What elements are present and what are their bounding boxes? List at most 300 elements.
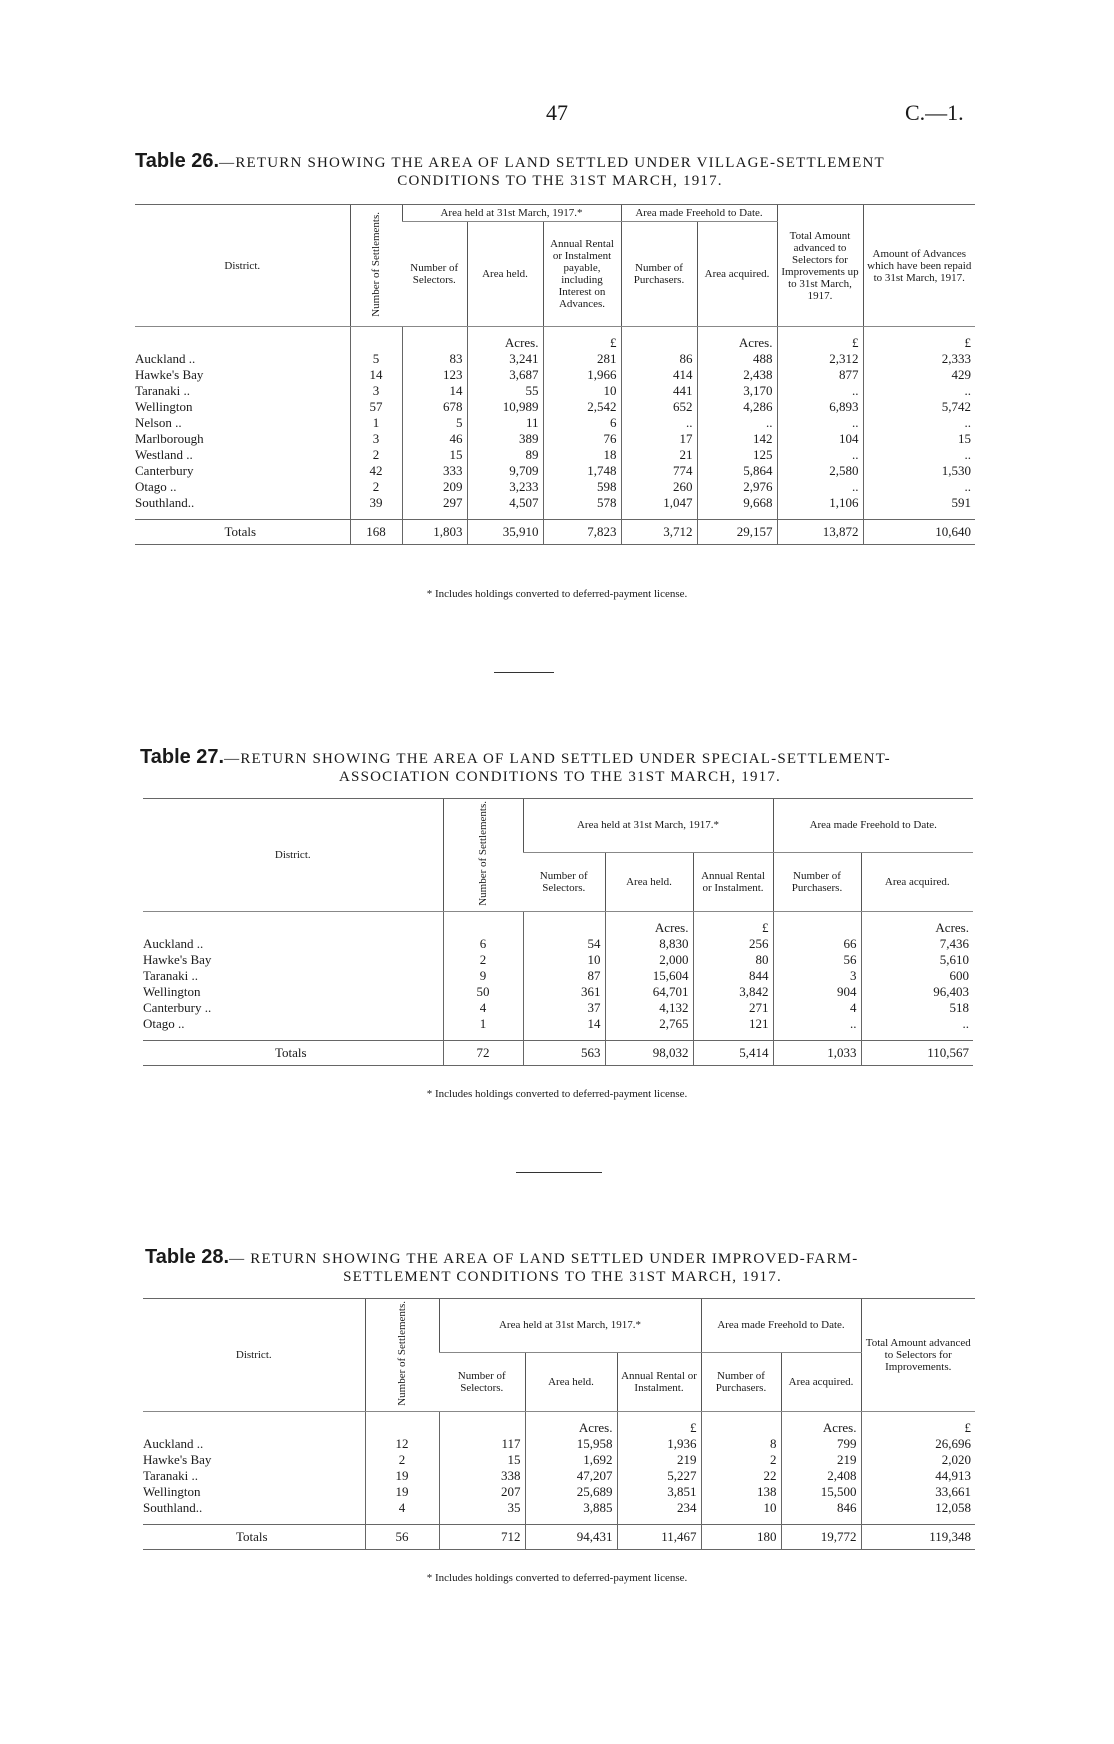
table-26-label: Table 26. (135, 150, 220, 172)
table-row (135, 431, 975, 447)
data-cell: 207 (439, 1484, 525, 1500)
total-cell: 712 (439, 1524, 525, 1549)
data-cell: .. (777, 447, 863, 463)
data-cell: 338 (439, 1468, 525, 1484)
table-row (143, 1500, 975, 1516)
table-row (135, 383, 975, 399)
data-cell: 4 (443, 1000, 523, 1016)
spacer-row (143, 1516, 975, 1525)
unit-cell: £ (861, 1411, 975, 1436)
col-area-held: Area held. (525, 1352, 617, 1411)
data-cell: 64,701 (605, 984, 693, 1000)
table-row (135, 399, 975, 415)
unit-cell: £ (617, 1411, 701, 1436)
unit-cell: Acres. (781, 1411, 861, 1436)
data-cell: 46 (402, 431, 467, 447)
unit-cell: Acres. (697, 327, 777, 352)
data-cell: 1,692 (525, 1452, 617, 1468)
district-name: Southland.. (135, 495, 195, 510)
data-cell: 904 (773, 984, 861, 1000)
col-group-freehold: Area made Freehold to Date. (701, 1299, 861, 1353)
unit-cell (523, 911, 605, 936)
table-28-title (145, 1248, 980, 1286)
unit-cell: Acres. (605, 911, 693, 936)
data-cell: 2 (443, 952, 523, 968)
data-cell: 1 (350, 415, 402, 431)
col-district: District. (143, 1299, 365, 1412)
table-row (143, 1452, 975, 1468)
data-cell: 15,500 (781, 1484, 861, 1500)
district-name: Otago .. (135, 479, 177, 494)
data-cell: 281 (543, 351, 621, 367)
data-cell: 2 (350, 447, 402, 463)
data-cell: 5,742 (863, 399, 975, 415)
data-cell: 8 (701, 1436, 781, 1452)
units-row (143, 911, 973, 936)
district-name: Taranaki .. (135, 383, 191, 398)
unit-cell (701, 1411, 781, 1436)
table-26-title-line1: —RETURN SHOWING THE AREA OF LAND SETTLED UNDER VILLAGE-SETTLEMENT (219, 155, 885, 171)
data-cell: 18 (543, 447, 621, 463)
district-name: Canterbury .. (143, 999, 212, 1015)
total-cell: 10,640 (863, 520, 975, 545)
table-26-title-line2: CONDITIONS TO THE 31ST MARCH, 1917. (397, 173, 723, 189)
data-cell: 11 (467, 415, 543, 431)
table-row (143, 1436, 975, 1452)
data-cell: 104 (777, 431, 863, 447)
district-name: Taranaki .. (143, 1467, 199, 1483)
data-cell: 678 (402, 399, 467, 415)
data-cell: .. (863, 479, 975, 495)
data-cell: 5,610 (861, 952, 973, 968)
total-cell: 98,032 (605, 1040, 693, 1065)
unit-cell (443, 911, 523, 936)
unit-cell (143, 911, 443, 936)
data-cell: 389 (467, 431, 543, 447)
data-cell: 2 (350, 479, 402, 495)
total-cell: 1,033 (773, 1040, 861, 1065)
table-row (135, 415, 975, 431)
data-cell: 44,913 (861, 1468, 975, 1484)
table-26-title (135, 152, 985, 190)
data-cell: 19 (365, 1484, 439, 1500)
data-cell: 3,170 (697, 383, 777, 399)
total-cell: 11,467 (617, 1524, 701, 1549)
data-cell: 3 (350, 383, 402, 399)
district-name: Hawke's Bay (143, 1451, 212, 1467)
table-row (143, 1484, 975, 1500)
total-cell: 563 (523, 1040, 605, 1065)
table-27-title (140, 748, 980, 786)
totals-label: Totals (135, 520, 350, 545)
data-cell: 3,241 (467, 351, 543, 367)
col-settlements: Number of Settlements. (350, 205, 402, 327)
data-cell: .. (863, 415, 975, 431)
data-cell: 877 (777, 367, 863, 383)
data-cell: 12,058 (861, 1500, 975, 1516)
data-cell: 1,748 (543, 463, 621, 479)
data-cell: 2,000 (605, 952, 693, 968)
unit-cell (143, 1411, 365, 1436)
data-cell: 2,580 (777, 463, 863, 479)
data-cell: 25,689 (525, 1484, 617, 1500)
district-name: Westland .. (135, 447, 193, 462)
total-cell: 13,872 (777, 520, 863, 545)
spacer-row (135, 511, 975, 520)
total-cell: 72 (443, 1040, 523, 1065)
data-cell: 2 (365, 1452, 439, 1468)
col-district: District. (135, 205, 350, 327)
data-cell: 50 (443, 984, 523, 1000)
data-cell: 9 (443, 968, 523, 984)
data-cell: 14 (523, 1016, 605, 1032)
total-cell: 110,567 (861, 1040, 973, 1065)
data-cell: 652 (621, 399, 697, 415)
data-cell: 219 (617, 1452, 701, 1468)
district-name: Auckland .. (143, 935, 204, 951)
col-rental: Annual Rental or Instalment. (693, 852, 773, 911)
data-cell: 26,696 (861, 1436, 975, 1452)
unit-cell (439, 1411, 525, 1436)
data-cell: 844 (693, 968, 773, 984)
col-purchasers: Number of Purchasers. (773, 852, 861, 911)
unit-cell: £ (543, 327, 621, 352)
data-cell: 2,438 (697, 367, 777, 383)
data-cell: 1,047 (621, 495, 697, 511)
col-acquired: Area acquired. (697, 222, 777, 327)
data-cell: 15,604 (605, 968, 693, 984)
col-settlements: Number of Settlements. (443, 799, 523, 912)
data-cell: 42 (350, 463, 402, 479)
unit-cell (773, 911, 861, 936)
table-row (143, 1468, 975, 1484)
data-cell: 5 (350, 351, 402, 367)
data-cell: 4,132 (605, 1000, 693, 1016)
data-cell: 3,851 (617, 1484, 701, 1500)
data-cell: 2,408 (781, 1468, 861, 1484)
table-row (143, 984, 973, 1000)
district-name: Hawke's Bay (135, 367, 204, 382)
data-cell: 15 (402, 447, 467, 463)
data-cell: 87 (523, 968, 605, 984)
data-cell: 1,106 (777, 495, 863, 511)
data-cell: 600 (861, 968, 973, 984)
data-cell: 488 (697, 351, 777, 367)
unit-cell (350, 327, 402, 352)
district-name: Southland.. (143, 1499, 203, 1515)
table-28 (143, 1298, 975, 1550)
data-cell: 2,020 (861, 1452, 975, 1468)
data-cell: 846 (781, 1500, 861, 1516)
col-total-advanced: Total Amount advanced to Selectors for Improvements up to 31st March, 1917. (777, 205, 863, 327)
district-name: Nelson .. (135, 415, 182, 430)
total-cell: 7,823 (543, 520, 621, 545)
total-cell: 19,772 (781, 1524, 861, 1549)
data-cell: 56 (773, 952, 861, 968)
data-cell: 86 (621, 351, 697, 367)
district-name: Wellington (143, 983, 201, 999)
data-cell: 591 (863, 495, 975, 511)
spacer-row (143, 1032, 973, 1041)
data-cell: 219 (781, 1452, 861, 1468)
data-cell: 2,542 (543, 399, 621, 415)
table-row (135, 495, 975, 511)
district-name: Canterbury (135, 463, 194, 478)
district-name: Auckland .. (135, 351, 196, 366)
table-27-label: Table 27. (140, 746, 225, 768)
data-cell: 260 (621, 479, 697, 495)
data-cell: 3,842 (693, 984, 773, 1000)
data-cell: 2 (701, 1452, 781, 1468)
col-area-held: Area held. (467, 222, 543, 327)
table-26-footnote: * Includes holdings converted to deferred-payment license. (426, 588, 688, 600)
table-row (135, 447, 975, 463)
col-purchasers: Number of Purchasers. (621, 222, 697, 327)
data-cell: 8,830 (605, 936, 693, 952)
section-divider (494, 672, 554, 673)
page-number: 47 (546, 100, 568, 125)
district-name: Otago .. (143, 1015, 185, 1031)
data-cell: .. (863, 383, 975, 399)
totals-row (143, 1524, 975, 1549)
data-cell: 14 (402, 383, 467, 399)
totals-row (135, 520, 975, 545)
data-cell: 15 (439, 1452, 525, 1468)
total-cell: 5,414 (693, 1040, 773, 1065)
data-cell: 6 (543, 415, 621, 431)
col-district: District. (143, 799, 443, 912)
district-name: Taranaki .. (143, 967, 199, 983)
district-name: Auckland .. (143, 1435, 204, 1451)
data-cell: 3,687 (467, 367, 543, 383)
data-cell: 4,286 (697, 399, 777, 415)
table-28-title-line1: — RETURN SHOWING THE AREA OF LAND SETTLED UNDER IMPROVED-FARM- (229, 1251, 859, 1267)
data-cell: 17 (621, 431, 697, 447)
col-group-area-held: Area held at 31st March, 1917.* (402, 205, 621, 222)
units-row (135, 327, 975, 352)
data-cell: 3 (350, 431, 402, 447)
table-row (143, 1000, 973, 1016)
district-name: Hawke's Bay (143, 951, 212, 967)
total-cell: 180 (701, 1524, 781, 1549)
data-cell: 76 (543, 431, 621, 447)
data-cell: 5,227 (617, 1468, 701, 1484)
data-cell: 138 (701, 1484, 781, 1500)
data-cell: 333 (402, 463, 467, 479)
data-cell: 1,936 (617, 1436, 701, 1452)
unit-cell (135, 327, 350, 352)
data-cell: 518 (861, 1000, 973, 1016)
data-cell: 1,966 (543, 367, 621, 383)
data-cell: 361 (523, 984, 605, 1000)
col-selectors: Number of Selectors. (439, 1352, 525, 1411)
table-row (143, 936, 973, 952)
data-cell: 441 (621, 383, 697, 399)
data-cell: 799 (781, 1436, 861, 1452)
data-cell: 3,885 (525, 1500, 617, 1516)
page-code: C.—1. (905, 100, 964, 125)
unit-cell: £ (863, 327, 975, 352)
table-26 (135, 204, 975, 545)
col-selectors: Number of Selectors. (523, 852, 605, 911)
table-27-title-line2: ASSOCIATION CONDITIONS TO THE 31ST MARCH, 1917. (339, 769, 781, 785)
data-cell: 89 (467, 447, 543, 463)
table-28-title-line2: SETTLEMENT CONDITIONS TO THE 31ST MARCH, 1917. (343, 1269, 782, 1285)
data-cell: 66 (773, 936, 861, 952)
table-row (135, 463, 975, 479)
section-divider (516, 1172, 602, 1173)
table-27 (143, 798, 973, 1066)
data-cell: 35 (439, 1500, 525, 1516)
data-cell: 234 (617, 1500, 701, 1516)
total-cell: 168 (350, 520, 402, 545)
data-cell: .. (777, 415, 863, 431)
data-cell: 37 (523, 1000, 605, 1016)
table-row (135, 479, 975, 495)
col-acquired: Area acquired. (781, 1352, 861, 1411)
table-row (135, 351, 975, 367)
col-selectors: Number of Selectors. (402, 222, 467, 327)
table-row (143, 952, 973, 968)
total-cell: 56 (365, 1524, 439, 1549)
data-cell: .. (861, 1016, 973, 1032)
total-cell: 29,157 (697, 520, 777, 545)
data-cell: 209 (402, 479, 467, 495)
col-settlements: Number of Settlements. (365, 1299, 439, 1412)
unit-cell: £ (693, 911, 773, 936)
table-row (143, 1016, 973, 1032)
data-cell: 414 (621, 367, 697, 383)
data-cell: 2,765 (605, 1016, 693, 1032)
data-cell: 9,668 (697, 495, 777, 511)
data-cell: 80 (693, 952, 773, 968)
data-cell: 47,207 (525, 1468, 617, 1484)
data-cell: 125 (697, 447, 777, 463)
data-cell: 10 (701, 1500, 781, 1516)
data-cell: 117 (439, 1436, 525, 1452)
data-cell: .. (773, 1016, 861, 1032)
table-28-label: Table 28. (145, 1246, 230, 1268)
data-cell: 6,893 (777, 399, 863, 415)
totals-label: Totals (143, 1040, 443, 1065)
total-cell: 3,712 (621, 520, 697, 545)
data-cell: 256 (693, 936, 773, 952)
col-rental: Annual Rental or Instalment payable, including Interest on Advances. (543, 222, 621, 327)
unit-cell: Acres. (861, 911, 973, 936)
data-cell: 3,233 (467, 479, 543, 495)
table-27-footnote: * Includes holdings converted to deferred-payment license. (426, 1088, 688, 1100)
col-rental: Annual Rental or Instalment. (617, 1352, 701, 1411)
data-cell: 123 (402, 367, 467, 383)
data-cell: 14 (350, 367, 402, 383)
district-name: Marlborough (135, 431, 204, 446)
data-cell: 4 (365, 1500, 439, 1516)
data-cell: 12 (365, 1436, 439, 1452)
data-cell: 55 (467, 383, 543, 399)
data-cell: 297 (402, 495, 467, 511)
table-row (143, 968, 973, 984)
data-cell: 39 (350, 495, 402, 511)
data-cell: .. (863, 447, 975, 463)
unit-cell (365, 1411, 439, 1436)
col-group-freehold: Area made Freehold to Date. (621, 205, 777, 222)
data-cell: 1 (443, 1016, 523, 1032)
data-cell: 5,864 (697, 463, 777, 479)
district-name: Wellington (143, 1483, 201, 1499)
col-purchasers: Number of Purchasers. (701, 1352, 781, 1411)
data-cell: 4 (773, 1000, 861, 1016)
data-cell: .. (777, 479, 863, 495)
data-cell: 7,436 (861, 936, 973, 952)
data-cell: 19 (365, 1468, 439, 1484)
data-cell: 2,333 (863, 351, 975, 367)
data-cell: 5 (402, 415, 467, 431)
data-cell: 3 (773, 968, 861, 984)
data-cell: 578 (543, 495, 621, 511)
col-repaid: Amount of Advances which have been repaid to 31st March, 1917. (863, 205, 975, 327)
data-cell: 10,989 (467, 399, 543, 415)
data-cell: .. (697, 415, 777, 431)
data-cell: 4,507 (467, 495, 543, 511)
data-cell: 22 (701, 1468, 781, 1484)
data-cell: 83 (402, 351, 467, 367)
data-cell: 57 (350, 399, 402, 415)
data-cell: 2,976 (697, 479, 777, 495)
data-cell: 121 (693, 1016, 773, 1032)
data-cell: .. (777, 383, 863, 399)
district-name: Wellington (135, 399, 193, 414)
data-cell: 429 (863, 367, 975, 383)
col-group-area-held: Area held at 31st March, 1917.* (439, 1299, 701, 1353)
units-row (143, 1411, 975, 1436)
unit-cell: Acres. (525, 1411, 617, 1436)
table-row (135, 367, 975, 383)
table-28-footnote: * Includes holdings converted to deferred-payment license. (426, 1572, 688, 1584)
data-cell: 271 (693, 1000, 773, 1016)
data-cell: .. (621, 415, 697, 431)
data-cell: 6 (443, 936, 523, 952)
data-cell: 1,530 (863, 463, 975, 479)
unit-cell: Acres. (467, 327, 543, 352)
unit-cell (621, 327, 697, 352)
data-cell: 21 (621, 447, 697, 463)
data-cell: 10 (523, 952, 605, 968)
total-cell: 35,910 (467, 520, 543, 545)
col-group-area-held: Area held at 31st March, 1917.* (523, 799, 773, 853)
table-27-title-line1: —RETURN SHOWING THE AREA OF LAND SETTLED UNDER SPECIAL-SETTLEMENT- (224, 751, 891, 767)
col-total-advanced: Total Amount advanced to Selectors for Improvements. (861, 1299, 975, 1412)
data-cell: 15,958 (525, 1436, 617, 1452)
totals-label: Totals (143, 1524, 365, 1549)
data-cell: 9,709 (467, 463, 543, 479)
unit-cell (402, 327, 467, 352)
col-area-held: Area held. (605, 852, 693, 911)
unit-cell: £ (777, 327, 863, 352)
data-cell: 15 (863, 431, 975, 447)
data-cell: 96,403 (861, 984, 973, 1000)
total-cell: 1,803 (402, 520, 467, 545)
total-cell: 94,431 (525, 1524, 617, 1549)
data-cell: 10 (543, 383, 621, 399)
data-cell: 2,312 (777, 351, 863, 367)
data-cell: 598 (543, 479, 621, 495)
col-acquired: Area acquired. (861, 852, 973, 911)
col-group-freehold: Area made Freehold to Date. (773, 799, 973, 853)
total-cell: 119,348 (861, 1524, 975, 1549)
data-cell: 54 (523, 936, 605, 952)
data-cell: 33,661 (861, 1484, 975, 1500)
data-cell: 774 (621, 463, 697, 479)
